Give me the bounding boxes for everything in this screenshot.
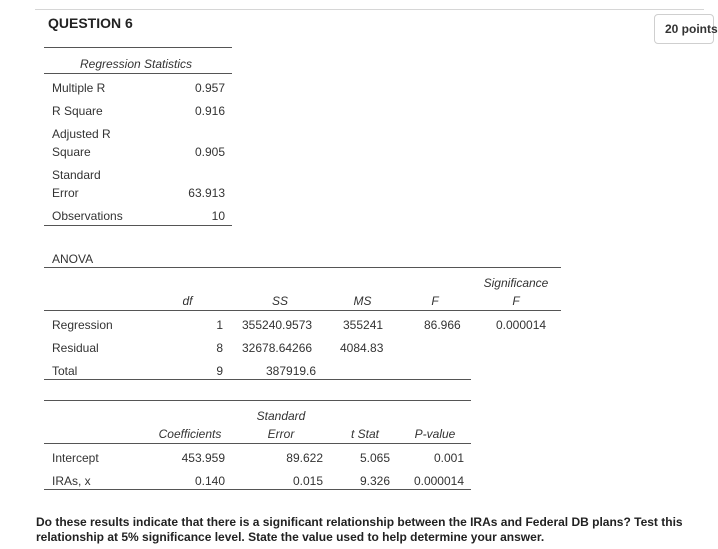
- coef-row-label: IRAs, x: [52, 474, 91, 488]
- table-rule: [44, 47, 232, 48]
- header-p-value: P-value: [414, 427, 456, 441]
- header-ms: MS: [353, 294, 372, 308]
- stat-label: Multiple R: [52, 81, 106, 95]
- stat-value: 0.905: [194, 145, 225, 159]
- header-ss: SS: [271, 294, 288, 308]
- stat-label: Error: [52, 186, 79, 200]
- stat-label: Adjusted R: [52, 127, 111, 141]
- question-title: QUESTION 6: [48, 15, 133, 31]
- table-rule: [44, 267, 561, 268]
- coef-std-error: 89.622: [286, 451, 323, 465]
- anova-significance: 0.000014: [496, 318, 547, 332]
- table-rule: [44, 310, 561, 311]
- coef-row-label: Intercept: [52, 451, 99, 465]
- stat-value: 10: [211, 209, 225, 223]
- header-coefficients: Coefficients: [158, 427, 222, 441]
- points-badge: 20 points: [654, 14, 714, 44]
- table-rule: [44, 400, 471, 401]
- header-df: df: [182, 294, 193, 308]
- header-t-stat: t Stat: [350, 427, 379, 441]
- stat-label: Observations: [52, 209, 123, 223]
- anova-f: 86.966: [424, 318, 461, 332]
- stat-value: 0.916: [194, 104, 225, 118]
- stat-value: 63.913: [188, 186, 225, 200]
- anova-row-label: Regression: [52, 318, 113, 332]
- anova-row-label: Residual: [52, 341, 99, 355]
- coef-value: 453.959: [181, 451, 225, 465]
- anova-ms: 4084.83: [340, 341, 384, 355]
- anova-title: ANOVA: [52, 252, 94, 266]
- stat-label: Standard: [52, 168, 101, 182]
- header-f: F: [431, 294, 439, 308]
- stat-label: R Square: [52, 104, 103, 118]
- coef-t-stat: 9.326: [359, 474, 390, 488]
- anova-row-label: Total: [52, 364, 78, 378]
- stat-value: 0.957: [194, 81, 225, 95]
- stat-label: Square: [52, 145, 91, 159]
- anova-df: 1: [216, 318, 223, 332]
- header-standard: Standard: [256, 409, 306, 423]
- coef-value: 0.140: [194, 474, 225, 488]
- regression-stats-title: Regression Statistics: [80, 57, 193, 71]
- anova-df: 9: [216, 364, 223, 378]
- anova-ss: 387919.6: [266, 364, 317, 378]
- header-significance-f: F: [512, 294, 520, 308]
- anova-ss: 32678.64266: [242, 341, 313, 355]
- coef-p-value: 0.000014: [413, 474, 464, 488]
- top-divider: [35, 9, 704, 10]
- header-error: Error: [267, 427, 295, 441]
- coef-p-value: 0.001: [433, 451, 464, 465]
- table-rule: [44, 379, 471, 380]
- table-rule: [44, 443, 471, 444]
- coef-t-stat: 5.065: [359, 451, 390, 465]
- table-rule: [44, 73, 232, 74]
- anova-df: 8: [216, 341, 223, 355]
- anova-ss: 355240.9573: [242, 318, 313, 332]
- anova-ms: 355241: [343, 318, 384, 332]
- coef-std-error: 0.015: [292, 474, 323, 488]
- table-rule: [44, 489, 471, 490]
- table-rule: [44, 225, 232, 226]
- header-significance: Significance: [483, 276, 549, 290]
- question-prompt: Do these results indicate that there is a significant relationship between the IRAs and Federal DB plans? Test this relationship at 5% significance level. State the value used to help determine your answer.: [36, 515, 683, 544]
